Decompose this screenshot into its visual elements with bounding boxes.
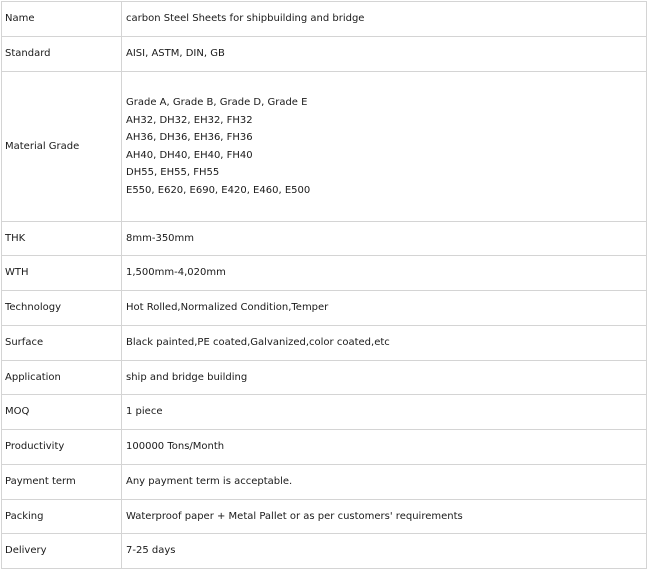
material-grade-line: E550, E620, E690, E420, E460, E500 [126, 184, 311, 196]
row-value-technology: Hot Rolled,Normalized Condition,Temper [122, 291, 647, 326]
row-value-name: carbon Steel Sheets for shipbuilding and bridge [122, 2, 647, 37]
row-value-thk: 8mm-350mm [122, 222, 647, 256]
table-row [2, 291, 647, 326]
table-row [2, 326, 647, 361]
row-value-standard: AISI, ASTM, DIN, GB [122, 37, 647, 72]
row-value-material-grade [122, 72, 647, 222]
row-value-moq: 1 piece [122, 395, 647, 430]
row-label-thk: THK [2, 222, 122, 256]
row-value-packing: Waterproof paper + Metal Pallet or as per customers' requirements [122, 500, 647, 534]
material-grade-line: Grade A, Grade B, Grade D, Grade E [126, 97, 308, 108]
material-grade-line: AH32, DH32, EH32, FH32 [126, 114, 253, 126]
row-label-productivity: Productivity [2, 430, 122, 465]
spec-table [1, 1, 647, 569]
row-label-name: Name [2, 2, 122, 37]
material-grade-line: AH36, DH36, EH36, FH36 [126, 132, 253, 143]
table-row [2, 222, 647, 256]
row-value-wth: 1,500mm-4,020mm [122, 256, 647, 291]
row-label-material-grade: Material Grade [2, 72, 122, 222]
table-row [2, 465, 647, 500]
row-label-wth: WTH [2, 256, 122, 291]
row-label-surface: Surface [2, 326, 122, 361]
row-label-standard: Standard [2, 37, 122, 72]
row-value-delivery: 7-25 days [122, 534, 647, 569]
material-grade-line: DH55, EH55, FH55 [126, 167, 220, 178]
row-label-technology: Technology [2, 291, 122, 326]
row-label-moq: MOQ [2, 395, 122, 430]
row-label-payment-term: Payment term [2, 465, 122, 500]
table-row [2, 256, 647, 291]
table-row [2, 72, 647, 222]
table-row [2, 534, 647, 569]
row-value-productivity: 100000 Tons/Month [122, 430, 647, 465]
row-label-application: Application [2, 361, 122, 395]
table-row [2, 395, 647, 430]
table-row [2, 2, 647, 37]
table-row [2, 500, 647, 534]
table-row [2, 361, 647, 395]
row-value-payment-term: Any payment term is acceptable. [122, 465, 647, 500]
row-label-packing: Packing [2, 500, 122, 534]
material-grade-line: AH40, DH40, EH40, FH40 [126, 149, 253, 161]
table-row [2, 37, 647, 72]
row-label-delivery: Delivery [2, 534, 122, 569]
row-value-surface: Black painted,PE coated,Galvanized,color coated,etc [122, 326, 647, 361]
table-row [2, 430, 647, 465]
row-value-application: ship and bridge building [122, 361, 647, 395]
